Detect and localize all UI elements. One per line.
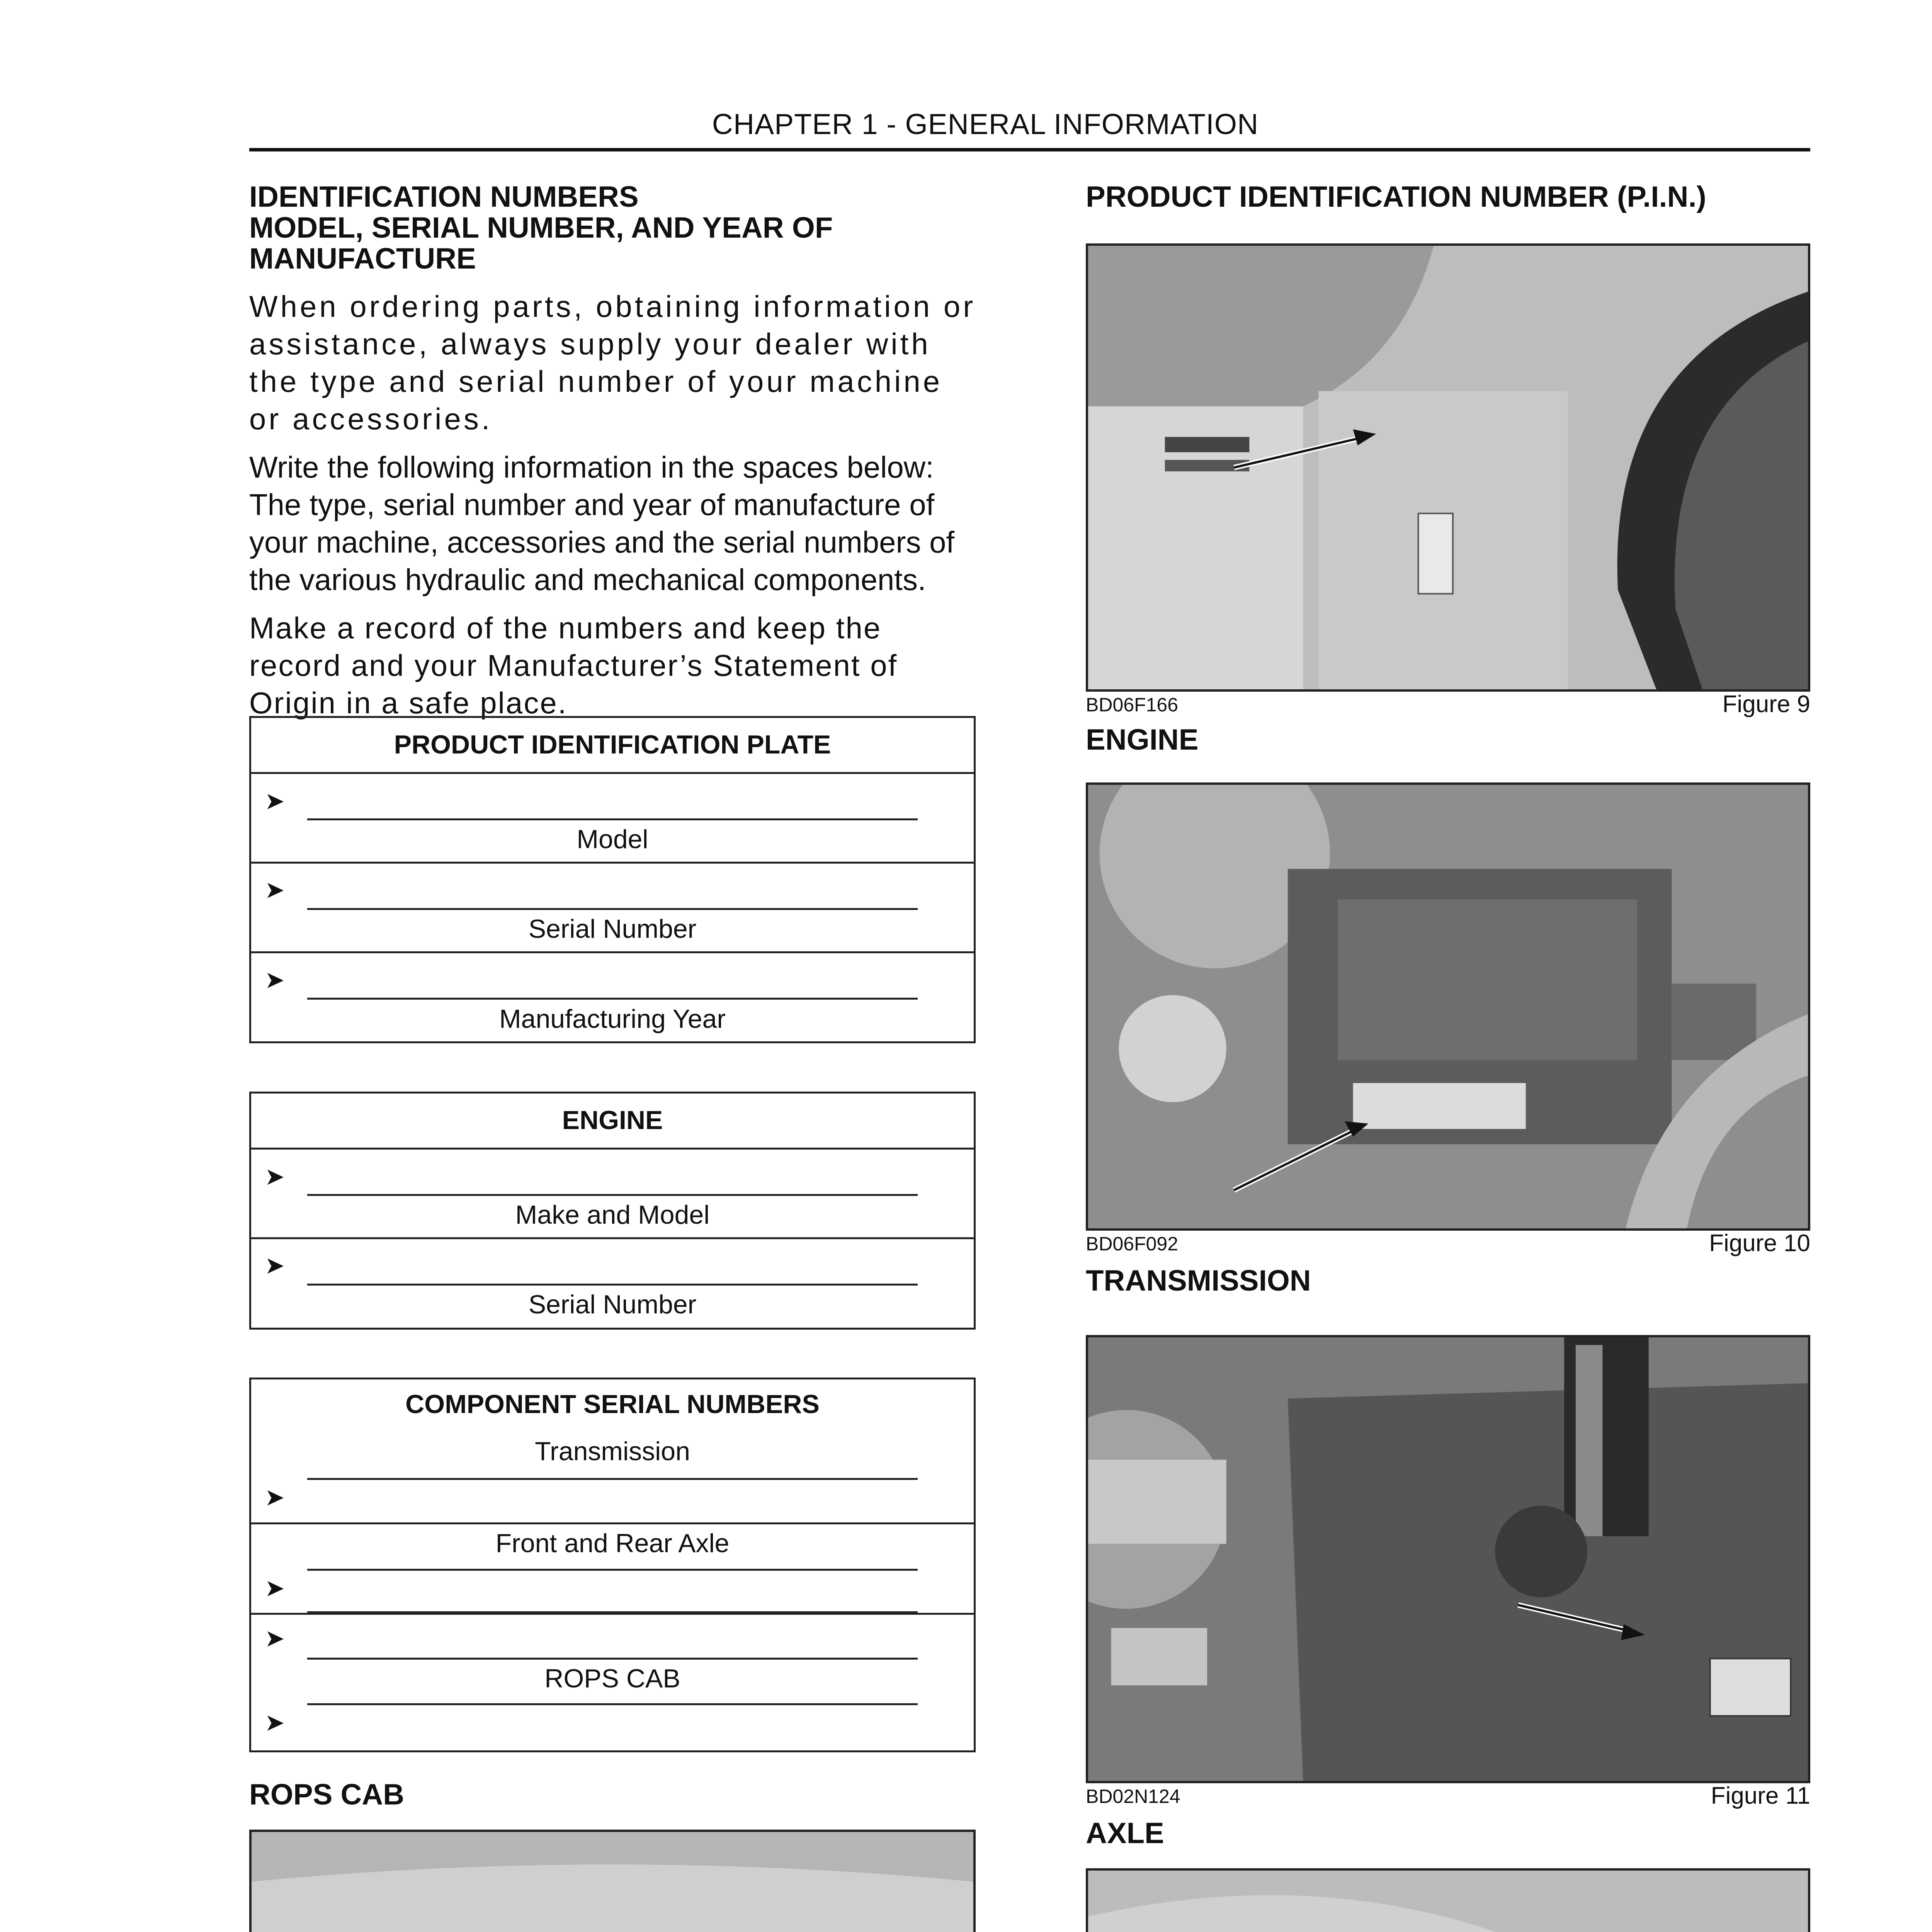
arrow-icon: ➤ — [265, 877, 285, 903]
heading-line-3: MANUFACTURE — [249, 242, 476, 275]
arrow-icon: ➤ — [265, 788, 285, 815]
arrow-icon: ➤ — [265, 967, 285, 993]
front-axle-entry-line[interactable] — [307, 1569, 918, 1571]
axle-heading: AXLE — [1086, 1817, 1164, 1850]
form-divider — [251, 862, 974, 864]
form-divider — [251, 772, 974, 774]
serial-number-label: Serial Number — [528, 914, 697, 944]
form-divider — [251, 1148, 974, 1150]
arrow-icon: ➤ — [265, 1252, 285, 1279]
form-divider — [251, 1613, 974, 1615]
form-divider — [251, 1522, 974, 1524]
arrow-icon: ➤ — [265, 1625, 285, 1652]
front-rear-axle-label: Front and Rear Axle — [495, 1529, 730, 1558]
identification-heading — [249, 182, 976, 274]
paragraph-write-info: Write the following information in the spaces below: The type, serial number and year of manufacture of your machine, accessories and the serial numbers of the various hydraulic and mechanical components. — [249, 450, 955, 597]
engine-make-model-entry-line[interactable] — [307, 1194, 918, 1196]
form-divider — [251, 951, 974, 953]
transmission-label: Transmission — [535, 1437, 690, 1466]
paragraph-record: Make a record of the numbers and keep the record and your Manufacturer’s Statement of Origin in a safe place. — [249, 611, 898, 720]
engine-form-title: ENGINE — [562, 1105, 663, 1135]
engine-serial-entry-line[interactable] — [307, 1284, 918, 1286]
component-form-title: COMPONENT SERIAL NUMBERS — [405, 1389, 820, 1419]
figure-11-code: BD02N124 — [1086, 1786, 1180, 1807]
axle-entry-line-extra[interactable] — [307, 1658, 918, 1660]
heading-line-2: MODEL, SERIAL NUMBER, AND YEAR OF — [249, 211, 833, 244]
model-label: Model — [577, 825, 648, 854]
intro-text — [249, 288, 978, 722]
form-divider — [251, 1237, 974, 1239]
component-serial-form — [249, 1378, 976, 1752]
arrow-icon: ➤ — [265, 1163, 285, 1190]
serial-number-entry-line[interactable] — [307, 908, 918, 910]
arrow-icon: ➤ — [265, 1709, 285, 1736]
engine-form — [249, 1092, 976, 1330]
engine-heading: ENGINE — [1086, 723, 1199, 756]
figure-10-code: BD06F092 — [1086, 1233, 1179, 1255]
chapter-title: CHAPTER 1 - GENERAL INFORMATION — [712, 108, 1259, 140]
rops-cab-entry-line[interactable] — [307, 1703, 918, 1705]
product-plate-title: PRODUCT IDENTIFICATION PLATE — [394, 730, 831, 759]
product-plate-form — [249, 716, 976, 1043]
manufacturing-year-label: Manufacturing Year — [499, 1004, 726, 1034]
pin-heading: PRODUCT IDENTIFICATION NUMBER (P.I.N.) — [1086, 180, 1706, 213]
figure-10-label: Figure 10 — [1709, 1230, 1810, 1257]
arrow-icon: ➤ — [265, 1575, 285, 1602]
rops-cab-heading: ROPS CAB — [249, 1778, 405, 1811]
engine-serial-number-label: Serial Number — [528, 1290, 697, 1319]
figure-11-label: Figure 11 — [1711, 1782, 1810, 1809]
paragraph-ordering: When ordering parts, obtaining information or assistance, always supply your dealer with the type and serial number of your machine or accessories. — [249, 289, 976, 436]
rops-cab-photo — [249, 1830, 976, 1932]
axle-photo — [1086, 1868, 1810, 1932]
manufacturing-year-entry-line[interactable] — [307, 998, 918, 1000]
model-entry-line[interactable] — [307, 818, 918, 820]
figure-9-label: Figure 9 — [1722, 691, 1810, 718]
pin-photo — [1086, 243, 1810, 692]
transmission-heading: TRANSMISSION — [1086, 1264, 1311, 1297]
rops-cab-label: ROPS CAB — [544, 1664, 680, 1693]
figure-9-code: BD06F166 — [1086, 694, 1179, 716]
header-divider — [249, 148, 1810, 151]
heading-line-1: IDENTIFICATION NUMBERS — [249, 180, 639, 213]
transmission-entry-line[interactable] — [307, 1478, 918, 1480]
make-and-model-label: Make and Model — [515, 1200, 710, 1230]
arrow-icon: ➤ — [265, 1484, 285, 1511]
transmission-photo — [1086, 1335, 1810, 1783]
engine-photo — [1086, 782, 1810, 1231]
